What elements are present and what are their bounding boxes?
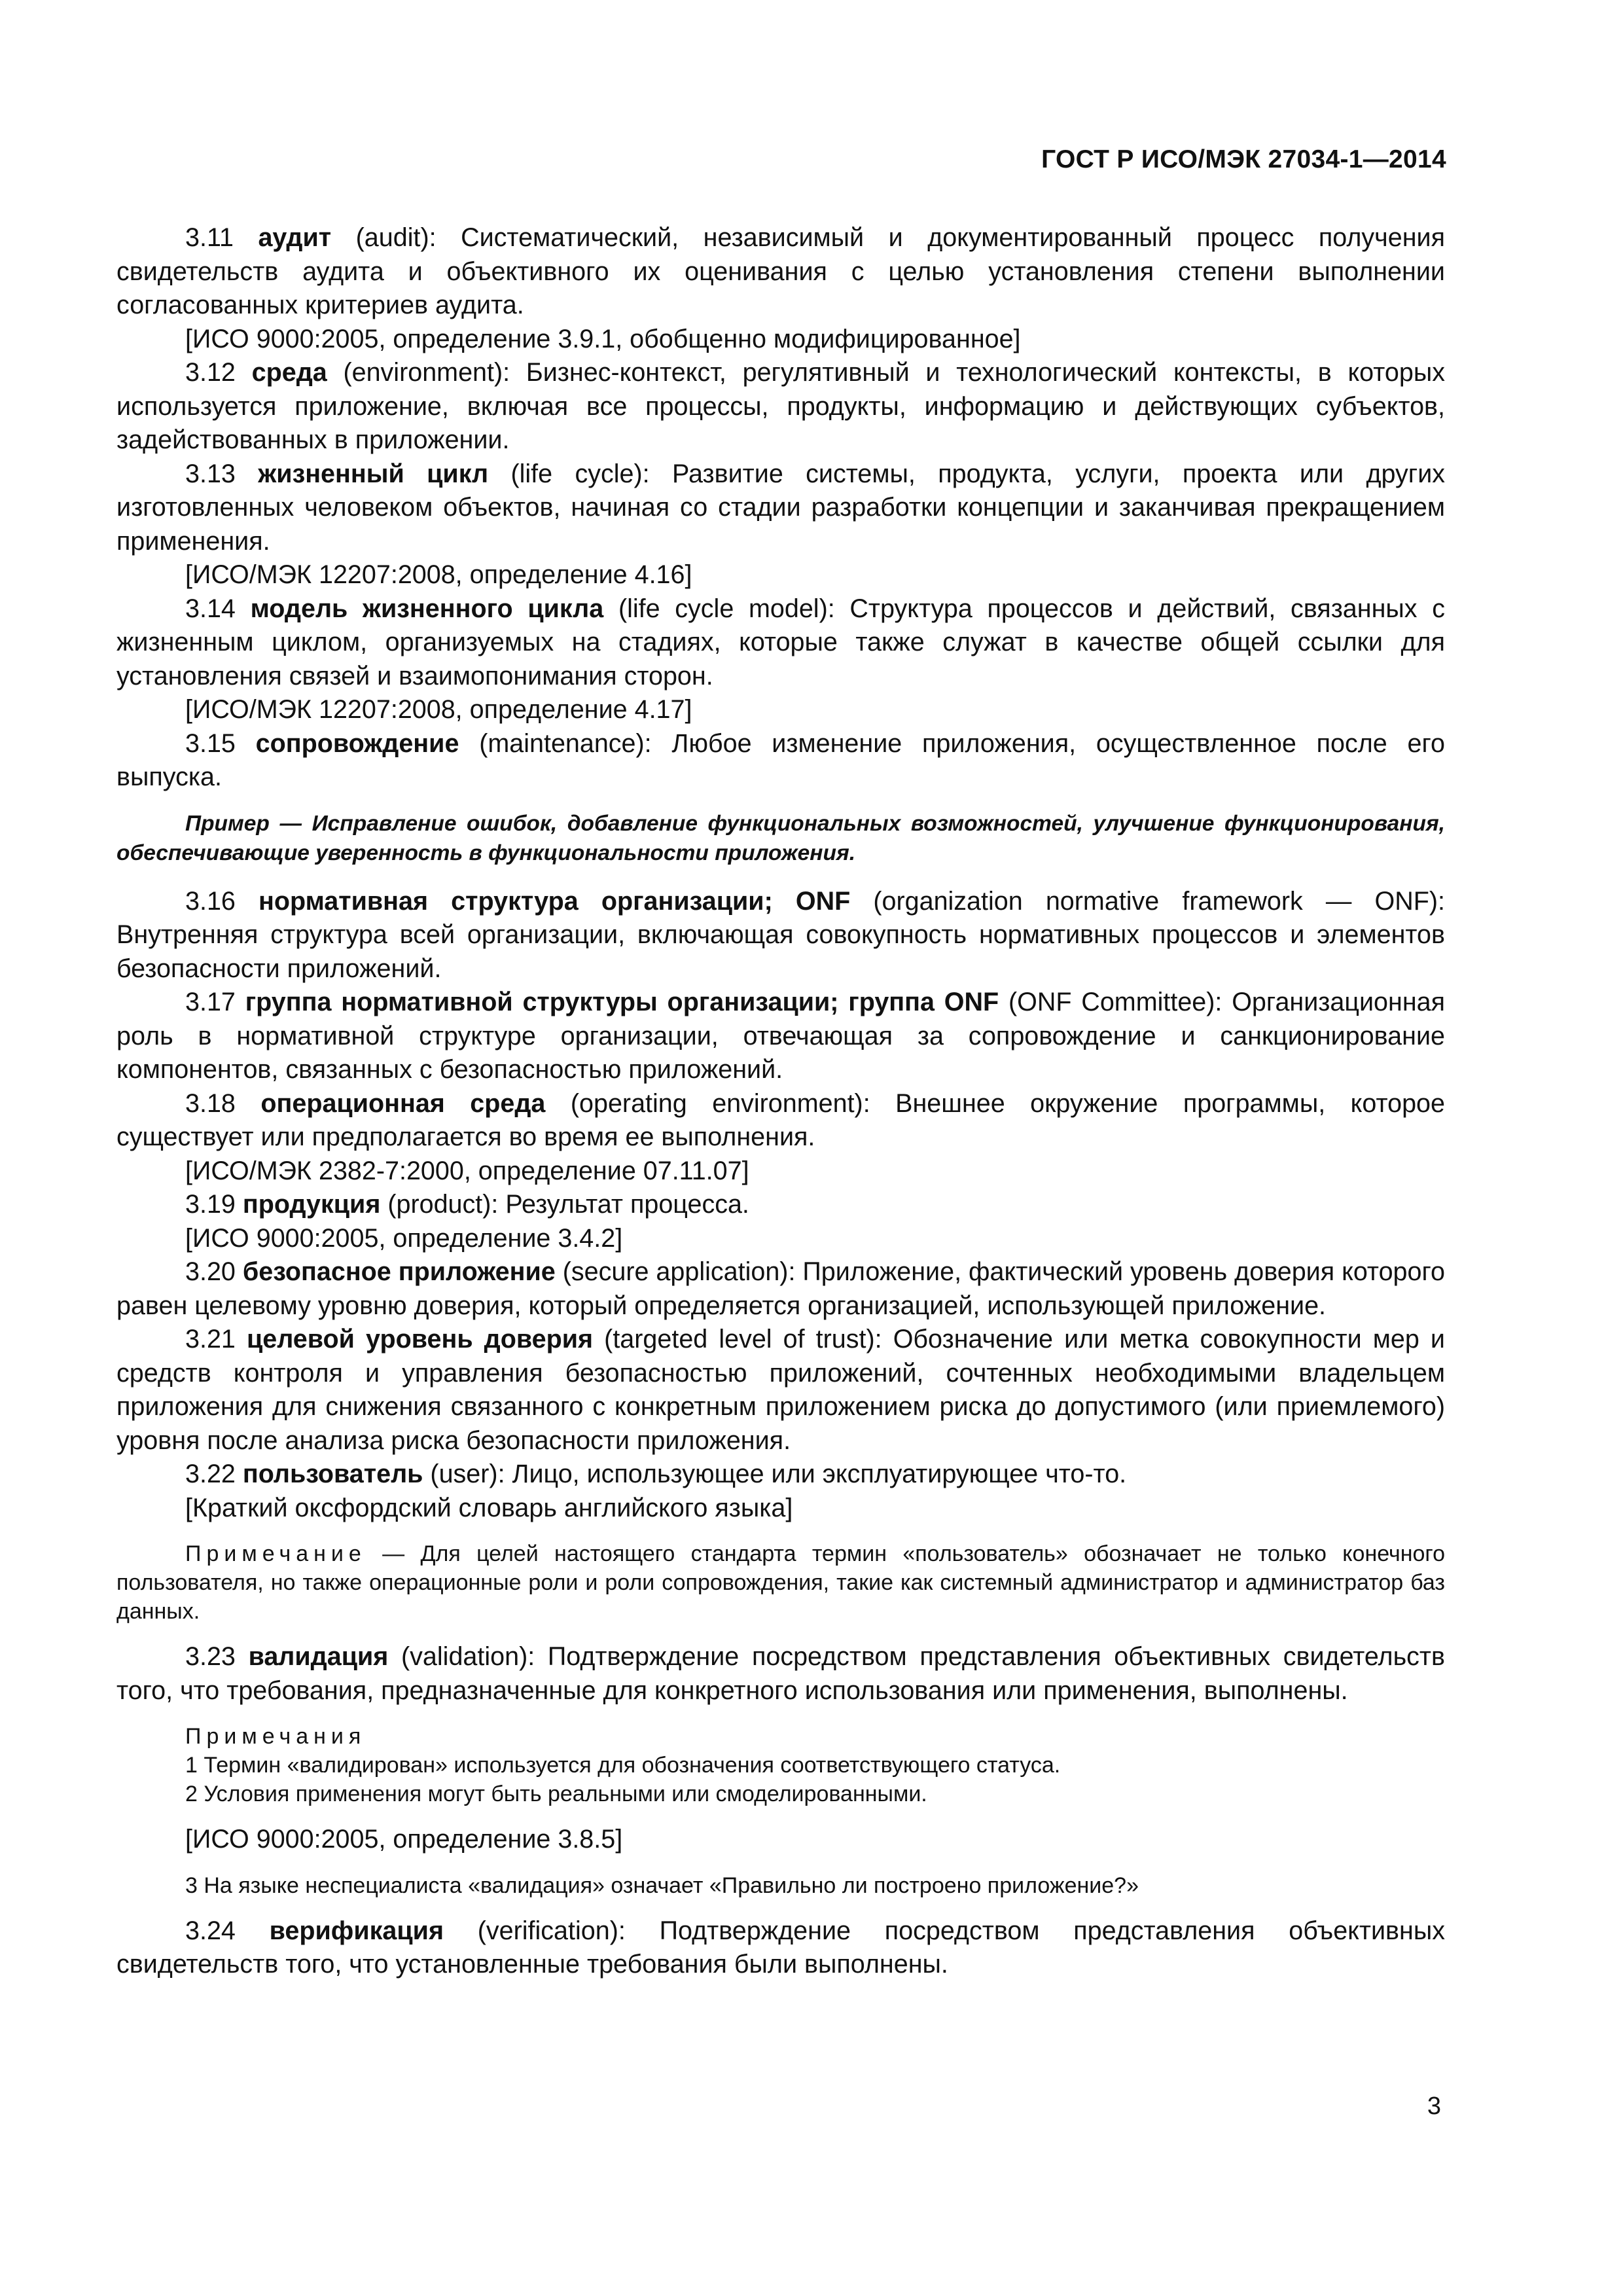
terms-body	[116, 221, 1445, 1982]
notes-heading: Примечания	[185, 1724, 366, 1749]
term-note: 1 Термин «валидирован» используется для обозначения соответствующего статуса.	[185, 1753, 1061, 1778]
term-number: 3.20	[185, 1257, 236, 1286]
term-number: 3.24	[185, 1916, 236, 1945]
term-name: безопасное приложение	[242, 1257, 556, 1286]
term-entry	[116, 1914, 1445, 1982]
term-reference: [ИСО/МЭК 12207:2008, определение 4.16]	[185, 560, 692, 589]
term-name: верификация	[269, 1916, 444, 1945]
term-reference: [ИСО/МЭК 12207:2008, определение 4.17]	[185, 695, 692, 724]
term-name: жизненный цикл	[258, 459, 489, 488]
term-number: 3.11	[185, 223, 234, 252]
term-number: 3.12	[185, 358, 236, 387]
term-name: группа нормативной структуры организации; группа ONF	[245, 988, 999, 1016]
term-number: 3.17	[185, 988, 236, 1016]
term-definition: (life cycle model): Структура процессов и действий, связанных с жизненным циклом, организуемых на стадиях, которые также служат в качестве общей ссылки для установления связей и взаимопонимания сторон.	[116, 594, 1445, 691]
term-number: 3.22	[185, 1460, 236, 1488]
term-name: операционная среда	[260, 1088, 546, 1118]
term-definition: (ONF Committee): Организационная роль в нормативной структуре организации, отвечающая за сопровождение и санкционирование компонентов, связанных с безопасностью приложений.	[116, 988, 1446, 1084]
term-name: нормативная структура организации; ONF	[259, 886, 851, 916]
term-name: валидация	[248, 1642, 389, 1671]
term-definition: (verification): Подтверждение посредством представления объективных свидетельств того, что установленные требования были выполнены.	[116, 1916, 1445, 1979]
term-definition: (targeted level of trust): Обозначение или метка совокупности мер и средств контроля и управления безопасностью приложений, сочтенных необходимыми владельцем приложения для снижения связанного с конкретным приложением риска до допустимого (или приемлемого) уровня после анализа риска безопасности приложения.	[116, 1325, 1445, 1455]
term-reference: [ИСО/МЭК 2382-7:2000, определение 07.11.07]	[185, 1156, 749, 1185]
term-note	[116, 1539, 1445, 1626]
note-text: — Для целей настоящего стандарта термин «пользователь» обозначает не только конечного пользователя, но также операционные роли и роли сопровождения, такие как системный администратор и администратор баз данных.	[116, 1541, 1445, 1624]
term-number: 3.19	[185, 1190, 236, 1219]
term-entry	[116, 1188, 1445, 1222]
term-entry	[116, 457, 1445, 559]
term-name: продукция	[242, 1190, 381, 1219]
term-number: 3.15	[185, 728, 236, 758]
term-name: пользователь	[242, 1460, 423, 1488]
term-entry	[116, 1323, 1445, 1458]
term-entry	[116, 1458, 1445, 1492]
document-header: ГОСТ Р ИСО/МЭК 27034-1—2014	[1041, 145, 1446, 173]
term-reference: [ИСО 9000:2005, определение 3.8.5]	[185, 1825, 623, 1854]
note-label: Примечание	[185, 1541, 366, 1566]
term-definition: (validation): Подтверждение посредством представления объективных свидетельств того, что требования, предназначенные для конкретного использования или применения, выполнены.	[116, 1642, 1445, 1705]
term-definition: (organization normative framework — ONF): Внутренняя структура всей организации, включающая совокупность нормативных процессов и элементов безопасности приложений.	[116, 886, 1445, 983]
term-entry	[116, 986, 1445, 1087]
term-number: 3.18	[185, 1088, 236, 1118]
term-definition: (life cycle): Развитие системы, продукта, услуги, проекта или других изготовленных человеком объектов, начиная со стадии разработки концепции и заканчивая прекращением применения.	[116, 459, 1446, 556]
term-definition: (audit): Систематический, независимый и документированный процесс получения свидетельств аудита и объективного их оценивания с целью установления степени выполнении согласованных критериев аудита.	[116, 223, 1445, 319]
term-definition: (user): Лицо, использующее или эксплуатирующее что-то.	[423, 1460, 1127, 1488]
term-note: 2 Условия применения могут быть реальными или смоделированными.	[185, 1782, 927, 1806]
term-entry	[116, 356, 1445, 457]
term-entry	[116, 221, 1445, 323]
term-name: среда	[251, 358, 327, 387]
term-name: сопровождение	[255, 728, 459, 758]
term-number: 3.14	[185, 594, 236, 623]
term-definition: (maintenance): Любое изменение приложения, осуществленное после его выпуска.	[116, 728, 1445, 791]
term-name: модель жизненного цикла	[250, 594, 604, 623]
term-reference: [ИСО 9000:2005, определение 3.9.1, обобщенно модифицированное]	[185, 324, 1021, 353]
term-definition: (secure application): Приложение, фактический уровень доверия которого равен целевому уровню доверия, который определяется организацией, использующей приложение.	[116, 1257, 1445, 1320]
term-reference: [ИСО 9000:2005, определение 3.4.2]	[185, 1223, 623, 1253]
term-reference: [Краткий оксфордский словарь английского языка]	[185, 1493, 793, 1522]
term-note: 3 На языке неспециалиста «валидация» означает «Правильно ли построено приложение?»	[185, 1873, 1139, 1898]
term-entry	[116, 1087, 1445, 1155]
term-definition: (environment): Бизнес-контекст, регулятивный и технологический контексты, в которых используется приложение, включая все процессы, продукты, информацию и действующих субъектов, задействованных в приложении.	[116, 358, 1445, 454]
term-entry	[116, 592, 1445, 694]
term-entry	[116, 1640, 1445, 1708]
term-example: Пример — Исправление ошибок, добавление функциональных возможностей, улучшение функционирования, обеспечивающие уверенность в функциональности приложения.	[116, 811, 1445, 865]
term-entry	[116, 885, 1445, 986]
term-name: аудит	[258, 223, 332, 252]
term-number: 3.23	[185, 1642, 236, 1671]
term-number: 3.21	[185, 1325, 236, 1354]
term-number: 3.16	[185, 886, 236, 916]
term-number: 3.13	[185, 459, 236, 488]
term-entry	[116, 727, 1445, 795]
term-definition: (operating environment): Внешнее окружение программы, которое существует или предполагается во время ее выполнения.	[116, 1088, 1445, 1151]
term-name: целевой уровень доверия	[246, 1325, 594, 1354]
term-entry	[116, 1255, 1445, 1323]
term-definition: (product): Результат процесса.	[380, 1190, 749, 1219]
page-number: 3	[1427, 2092, 1441, 2120]
